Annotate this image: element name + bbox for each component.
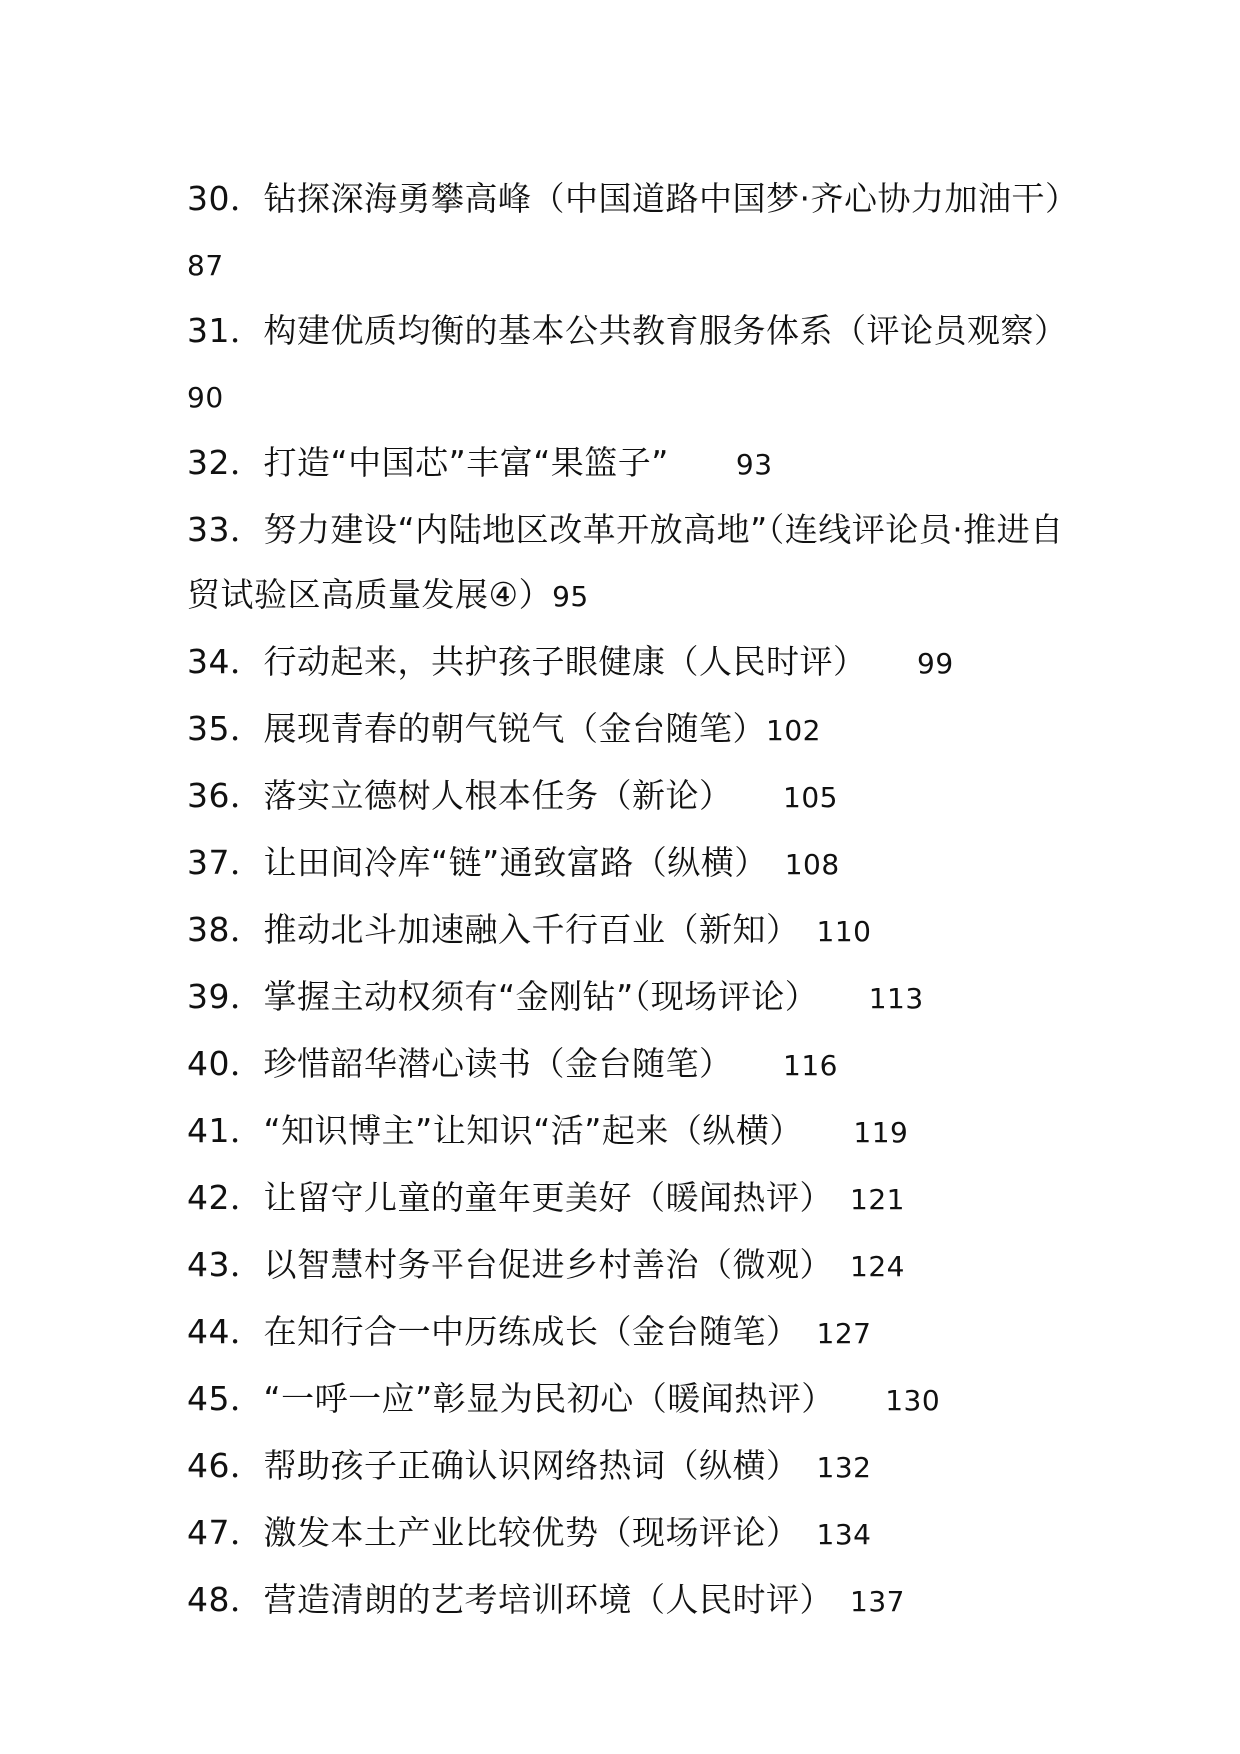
entry-title: 让留守儿童的童年更美好（暖闻热评） [263, 1178, 817, 1217]
entry-title: 珍惜韶华潜心读书（金台随笔） [263, 1044, 716, 1083]
toc-entry[interactable]: 42．让留守儿童的童年更美好（暖闻热评） 121 [187, 1178, 905, 1217]
entry-number: 38 [187, 910, 230, 949]
entry-page-number: 127 [816, 1317, 872, 1350]
entry-number: 30 [187, 179, 230, 218]
entry-number: 32 [187, 443, 230, 482]
entry-title: “知识博主”让知识“活”起来（纵横） [263, 1111, 787, 1150]
entry-number: 31 [187, 311, 230, 350]
entry-title: 帮助孩子正确认识网络热词（纵横） [263, 1446, 783, 1485]
entry-page-number: 105 [783, 781, 838, 814]
entry-title: 掌握主动权须有“金刚钻”（现场评论） [263, 977, 802, 1016]
toc-entry[interactable]: 39．掌握主动权须有“金刚钻”（现场评论） 113 [187, 977, 924, 1016]
entry-title: 在知行合一中历练成长（金台随笔） [263, 1312, 783, 1351]
toc-entry[interactable]: 46．帮助孩子正确认识网络热词（纵横） 132 [187, 1446, 872, 1485]
entry-page-number: 121 [850, 1183, 905, 1216]
entry-title: 落实立德树人根本任务（新论） [263, 776, 716, 815]
entry-title: 以智慧村务平台促进乡村善治（微观） [263, 1245, 817, 1284]
entry-page-number: 108 [784, 848, 840, 881]
entry-page-number: 87 [187, 249, 224, 282]
entry-page-number: 95 [552, 580, 589, 613]
entry-number: 45 [187, 1379, 230, 1418]
toc-entry[interactable]: 43．以智慧村务平台促进乡村善治（微观） 124 [187, 1245, 905, 1284]
toc-entry[interactable]: 31．构建优质均衡的基本公共教育服务体系（评论员观察） 90 [187, 311, 1051, 414]
entry-page-number: 124 [850, 1250, 905, 1283]
entry-number: 47 [187, 1513, 230, 1552]
entry-page-number: 134 [816, 1518, 872, 1551]
entry-title: 展现青春的朝气锐气（金台随笔） [263, 709, 766, 748]
entry-title: 行动起来，共护孩子眼健康（人民时评） [263, 642, 850, 681]
toc-entry[interactable]: 41．“知识博主”让知识“活”起来（纵横） 119 [187, 1111, 909, 1150]
entry-number: 48 [187, 1580, 230, 1619]
entry-title: 钻探深海勇攀高峰（中国道路中国梦·齐心协力加油干） [263, 179, 1062, 218]
toc-entry[interactable]: 30．钻探深海勇攀高峰（中国道路中国梦·齐心协力加油干） 87 [187, 179, 1062, 282]
entry-number: 37 [187, 843, 230, 882]
entry-page-number: 90 [187, 381, 224, 414]
toc-entry[interactable]: 48．营造清朗的艺考培训环境（人民时评） 137 [187, 1580, 905, 1619]
toc-entry[interactable]: 40．珍惜韶华潜心读书（金台随笔） 116 [187, 1044, 838, 1083]
entry-number: 36 [187, 776, 230, 815]
entry-title: “一呼一应”彰显为民初心（暖闻热评） [263, 1379, 819, 1418]
entry-page-number: 110 [816, 915, 872, 948]
entry-title: 推动北斗加速融入千行百业（新知） [263, 910, 783, 949]
entry-page-number: 119 [853, 1116, 909, 1149]
entry-number: 42 [187, 1178, 230, 1217]
toc-entry[interactable]: 36．落实立德树人根本任务（新论） 105 [187, 776, 838, 815]
entry-number: 39 [187, 977, 230, 1016]
entry-page-number: 113 [868, 982, 924, 1015]
entry-page-number: 102 [766, 714, 821, 747]
toc-entry[interactable]: 32．打造“中国芯”丰富“果篮子” 93 [187, 443, 773, 482]
entry-title: 让田间冷库“链”通致富路（纵横） [263, 843, 752, 882]
toc-entry[interactable]: 45．“一呼一应”彰显为民初心（暖闻热评） 130 [187, 1379, 941, 1418]
toc-entry[interactable]: 34．行动起来，共护孩子眼健康（人民时评） 99 [187, 642, 954, 681]
entry-number: 41 [187, 1111, 230, 1150]
toc-entry[interactable]: 33．努力建设“内陆地区改革开放高地”（连线评论员·推进自贸试验区高质量发展④）95 [187, 510, 1064, 614]
entry-page-number: 130 [885, 1384, 941, 1417]
entry-number: 34 [187, 642, 230, 681]
entry-page-number: 137 [850, 1585, 905, 1618]
toc-entry[interactable]: 37．让田间冷库“链”通致富路（纵横） 108 [187, 843, 840, 882]
entry-number: 44 [187, 1312, 230, 1351]
entry-page-number: 99 [917, 647, 954, 680]
toc-entry[interactable]: 44．在知行合一中历练成长（金台随笔） 127 [187, 1312, 872, 1351]
entry-number: 33 [187, 510, 230, 549]
toc-entry[interactable]: 38．推动北斗加速融入千行百业（新知） 110 [187, 910, 872, 949]
entry-title: 激发本土产业比较优势（现场评论） [263, 1513, 783, 1552]
entry-number: 46 [187, 1446, 230, 1485]
entry-page-number: 116 [783, 1049, 838, 1082]
entry-number: 35 [187, 709, 230, 748]
entry-page-number: 132 [816, 1451, 872, 1484]
entry-number: 43 [187, 1245, 230, 1284]
table-of-contents [187, 166, 1067, 1634]
entry-title: 营造清朗的艺考培训环境（人民时评） [263, 1580, 817, 1619]
toc-entry[interactable]: 35．展现青春的朝气锐气（金台随笔）102 [187, 709, 821, 748]
toc-entry[interactable]: 47．激发本土产业比较优势（现场评论） 134 [187, 1513, 872, 1552]
entry-page-number: 93 [735, 448, 773, 481]
entry-title: 打造“中国芯”丰富“果篮子” [263, 443, 669, 482]
entry-title: 努力建设“内陆地区改革开放高地”（连线评论员·推进自贸试验区高质量发展④） [187, 510, 1064, 614]
entry-title: 构建优质均衡的基本公共教育服务体系（评论员观察） [263, 311, 1051, 350]
entry-number: 40 [187, 1044, 230, 1083]
